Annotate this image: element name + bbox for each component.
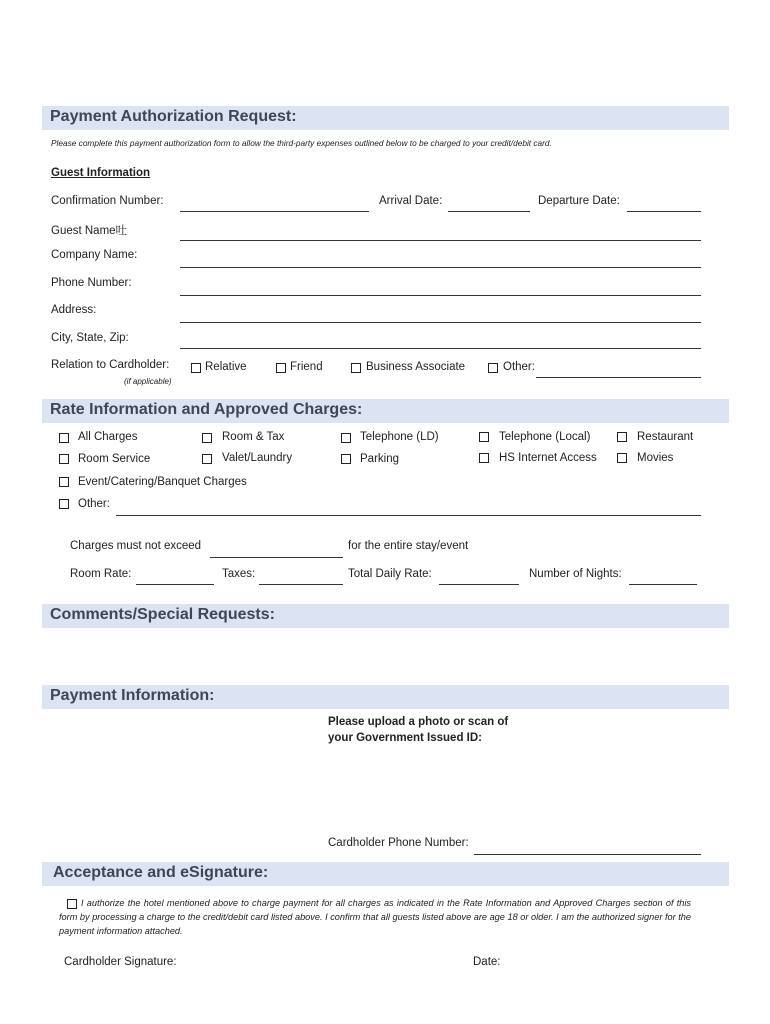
arrival-date-field[interactable] bbox=[448, 211, 530, 212]
must-not-exceed-label: Charges must not exceed bbox=[70, 540, 202, 552]
confirmation-number-field[interactable] bbox=[180, 211, 369, 212]
telephone-local-label: Telephone (Local) bbox=[499, 431, 591, 443]
payment-information-title: Payment Information: bbox=[50, 687, 215, 704]
address-field[interactable] bbox=[180, 322, 701, 323]
rate-information-title: Rate Information and Approved Charges: bbox=[50, 401, 363, 418]
taxes-label: Taxes: bbox=[222, 568, 256, 580]
departure-date-label: Departure Date: bbox=[538, 195, 620, 207]
telephone-ld-label: Telephone (LD) bbox=[360, 431, 439, 443]
event-catering-checkbox[interactable] bbox=[59, 477, 69, 487]
number-of-nights-label: Number of Nights: bbox=[529, 568, 622, 580]
phone-number-field[interactable] bbox=[180, 295, 701, 296]
event-catering-label: Event/Catering/Banquet Charges bbox=[78, 476, 247, 488]
room-rate-label: Room Rate: bbox=[70, 568, 132, 580]
confirmation-number-label: Confirmation Number: bbox=[51, 195, 164, 207]
payment-information-band bbox=[42, 685, 729, 709]
cardholder-phone-field[interactable] bbox=[474, 854, 701, 855]
acceptance-band bbox=[42, 862, 729, 886]
other-relation-checkbox[interactable] bbox=[488, 363, 498, 373]
valet-laundry-label: Valet/Laundry bbox=[222, 452, 293, 464]
parking-checkbox[interactable] bbox=[341, 454, 351, 464]
other-relation-label: Other: bbox=[503, 361, 535, 373]
authorization-text: I authorize the hotel mentioned above to charge payment for all charges as indicated in the Rate Information and Approved Charges section of this form by processing a charge to the credit/debit card listed above. I confirm that all guests listed above are age 18 or older. I am the authorized signer for the payment information attached. bbox=[59, 898, 691, 936]
signature-date-field[interactable] bbox=[505, 950, 701, 972]
upload-id-line-2: your Government Issued ID: bbox=[328, 732, 483, 744]
room-service-label: Room Service bbox=[78, 453, 151, 465]
id-upload-area[interactable] bbox=[328, 752, 701, 822]
cardholder-signature-label: Cardholder Signature: bbox=[64, 956, 177, 968]
city-state-zip-field[interactable] bbox=[180, 348, 701, 349]
parking-label: Parking bbox=[360, 453, 399, 465]
signature-field[interactable] bbox=[180, 950, 450, 972]
departure-date-field[interactable] bbox=[627, 211, 701, 212]
rate-information-band bbox=[42, 399, 729, 423]
relative-label: Relative bbox=[205, 361, 247, 373]
other-charges-checkbox[interactable] bbox=[59, 499, 69, 509]
friend-checkbox[interactable] bbox=[276, 363, 286, 373]
movies-checkbox[interactable] bbox=[617, 453, 627, 463]
all-charges-label: All Charges bbox=[78, 431, 138, 443]
restaurant-checkbox[interactable] bbox=[617, 432, 627, 442]
movies-label: Movies bbox=[637, 452, 674, 464]
room-service-checkbox[interactable] bbox=[59, 454, 69, 464]
valet-laundry-checkbox[interactable] bbox=[202, 454, 212, 464]
payment-authorization-band bbox=[42, 106, 729, 130]
hs-internet-label: HS Internet Access bbox=[499, 452, 597, 464]
relative-checkbox[interactable] bbox=[191, 363, 201, 373]
other-charges-field[interactable] bbox=[116, 515, 701, 516]
upload-id-line-1: Please upload a photo or scan of bbox=[328, 716, 509, 728]
number-of-nights-field[interactable] bbox=[629, 584, 697, 585]
room-tax-label: Room & Tax bbox=[222, 431, 285, 443]
acceptance-title: Acceptance and eSignature: bbox=[53, 864, 269, 881]
company-name-label: Company Name: bbox=[51, 249, 138, 261]
cardholder-phone-label: Cardholder Phone Number: bbox=[328, 837, 469, 849]
room-rate-field[interactable] bbox=[136, 584, 214, 585]
guest-name-field[interactable] bbox=[180, 240, 701, 241]
total-daily-rate-field[interactable] bbox=[439, 584, 519, 585]
comments-area[interactable] bbox=[42, 630, 729, 680]
other-charges-label: Other: bbox=[78, 498, 110, 510]
charge-limit-field[interactable] bbox=[210, 557, 343, 558]
all-charges-checkbox[interactable] bbox=[59, 433, 69, 443]
phone-number-label: Phone Number: bbox=[51, 277, 132, 289]
hs-internet-checkbox[interactable] bbox=[479, 453, 489, 463]
entire-stay-label: for the entire stay/event bbox=[348, 540, 469, 552]
taxes-field[interactable] bbox=[259, 584, 343, 585]
restaurant-label: Restaurant bbox=[637, 431, 694, 443]
friend-label: Friend bbox=[290, 361, 323, 373]
business-associate-checkbox[interactable] bbox=[351, 363, 361, 373]
room-tax-checkbox[interactable] bbox=[202, 433, 212, 443]
telephone-ld-checkbox[interactable] bbox=[341, 433, 351, 443]
guest-name-label: Guest Name吐 bbox=[51, 225, 128, 237]
page-title: Payment Authorization Request: bbox=[50, 108, 297, 125]
arrival-date-label: Arrival Date: bbox=[379, 195, 443, 207]
other-relation-field[interactable] bbox=[536, 377, 701, 378]
business-associate-label: Business Associate bbox=[366, 361, 466, 373]
company-name-field[interactable] bbox=[180, 267, 701, 268]
date-label: Date: bbox=[473, 956, 501, 968]
address-label: Address: bbox=[51, 304, 97, 316]
if-applicable-note: (if applicable) bbox=[124, 377, 172, 386]
comments-title: Comments/Special Requests: bbox=[50, 606, 275, 623]
telephone-local-checkbox[interactable] bbox=[479, 432, 489, 442]
city-state-zip-label: City, State, Zip: bbox=[51, 332, 129, 344]
guest-information-heading: Guest Information bbox=[51, 167, 151, 179]
relation-label: Relation to Cardholder: bbox=[51, 359, 170, 371]
comments-band bbox=[42, 604, 729, 628]
total-daily-rate-label: Total Daily Rate: bbox=[348, 568, 432, 580]
intro-text: Please complete this payment authorization form to allow the third-party expenses outlined below to be charged to your credit/debit card. bbox=[51, 138, 552, 148]
